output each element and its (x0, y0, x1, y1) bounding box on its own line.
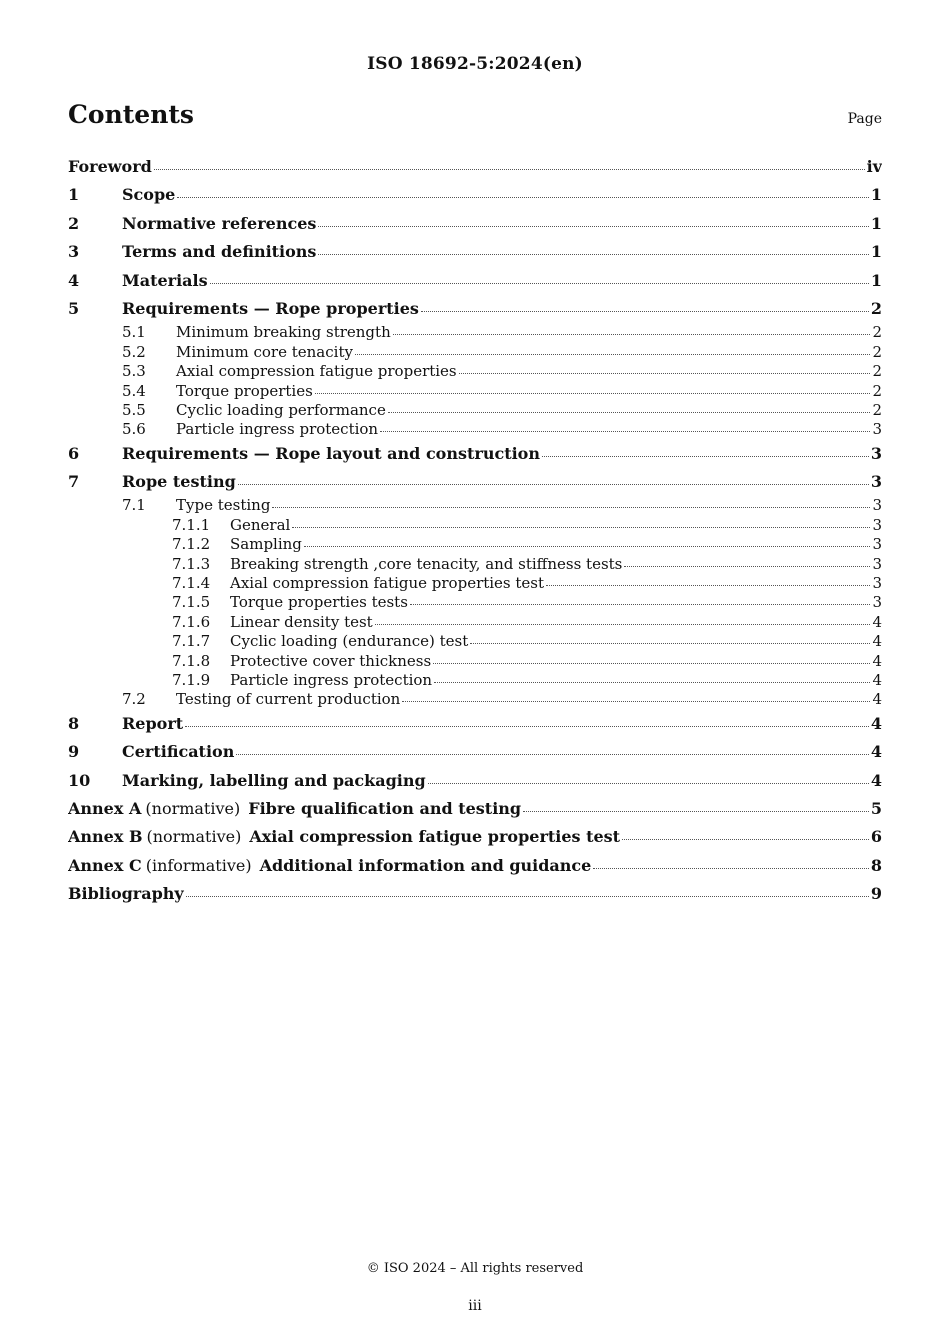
toc-number: 7.1.6 (172, 612, 211, 631)
toc-entry-6[interactable] (68, 440, 882, 468)
toc-page: 1 (870, 185, 882, 205)
page-number: iii (468, 1298, 482, 1314)
toc-number: 4 (68, 270, 80, 290)
toc-entry-7[interactable] (68, 468, 882, 496)
dot-leader (421, 310, 869, 312)
toc-page: 6 (870, 827, 882, 847)
toc-entry-4[interactable] (68, 267, 882, 295)
toc-page: 4 (870, 742, 882, 762)
toc-title: Additional information and guidance (259, 855, 592, 875)
dot-leader (428, 782, 869, 784)
toc-entry-7-1-1[interactable] (68, 516, 882, 535)
dot-leader (186, 895, 869, 897)
toc-number: 1 (68, 185, 80, 205)
toc-title: Marking, labelling and packaging (122, 770, 426, 790)
toc-page: 4 (872, 651, 882, 670)
dot-leader (593, 867, 869, 869)
toc-page: 5 (870, 798, 882, 818)
toc-page: 1 (870, 270, 882, 290)
toc-title: Axial compression fatigue properties test (230, 574, 545, 593)
annex-label: Annex A (68, 798, 142, 818)
dot-leader (434, 681, 870, 683)
toc-entry-annex-c[interactable] (68, 852, 882, 880)
toc-page: 3 (872, 496, 882, 515)
document-id-header: ISO 18692-5:2024(en) (367, 54, 583, 74)
toc-entry-5-5[interactable] (68, 401, 882, 420)
toc-number: 10 (68, 770, 91, 790)
toc-number: 5.4 (122, 381, 146, 400)
toc-entry-7-1-5[interactable] (68, 593, 882, 612)
toc-title: Particle ingress protection (230, 670, 433, 689)
toc-entry-5-6[interactable] (68, 420, 882, 439)
dot-leader (410, 603, 871, 605)
toc-entry-5-2[interactable] (68, 343, 882, 362)
toc-title: Testing of current production (176, 690, 401, 709)
table-of-contents (68, 153, 882, 909)
dot-leader (304, 545, 871, 547)
toc-title: Foreword (68, 157, 152, 176)
toc-title: Materials (122, 270, 208, 290)
dot-leader (459, 372, 871, 374)
dot-leader (546, 584, 870, 586)
toc-number: 7 (68, 472, 80, 492)
toc-title: General (230, 515, 291, 534)
annex-kind: (normative) (146, 827, 242, 847)
toc-entry-1[interactable] (68, 181, 882, 209)
toc-title: Minimum core tenacity (176, 342, 353, 361)
toc-title: Type testing (176, 496, 271, 515)
dot-leader (355, 353, 871, 355)
toc-page: 3 (872, 593, 882, 612)
toc-number: 7.1.8 (172, 651, 211, 670)
dot-leader (542, 455, 869, 457)
annex-kind: (informative) (145, 855, 252, 875)
dot-leader (375, 623, 871, 625)
toc-page: 2 (872, 323, 882, 342)
toc-title: Protective cover thickness (230, 651, 432, 670)
toc-entry-7-2[interactable] (68, 690, 882, 709)
dot-leader (154, 168, 865, 170)
toc-page: 3 (872, 554, 882, 573)
dot-leader (470, 642, 870, 644)
dot-leader (315, 392, 871, 394)
toc-number: 2 (68, 213, 80, 233)
toc-number: 6 (68, 443, 80, 463)
toc-page: 8 (870, 855, 882, 875)
toc-number: 7.1.7 (172, 632, 211, 651)
toc-title: Rope testing (122, 472, 236, 492)
toc-page: 1 (870, 213, 882, 233)
toc-title: Linear density test (230, 612, 373, 631)
toc-page: 3 (870, 472, 882, 492)
toc-number: 7.1.9 (172, 670, 211, 689)
toc-page: iv (866, 157, 882, 176)
toc-title: Cyclic loading performance (176, 400, 386, 419)
annex-kind: (normative) (145, 798, 241, 818)
toc-entry-annex-a[interactable] (68, 795, 882, 823)
toc-entry-7-1-4[interactable] (68, 574, 882, 593)
toc-title: Certification (122, 742, 235, 762)
toc-page: 2 (872, 381, 882, 400)
toc-entry-7-1-3[interactable] (68, 555, 882, 574)
toc-entry-7-1-2[interactable] (68, 535, 882, 554)
toc-page: 2 (872, 342, 882, 361)
toc-title: Report (122, 713, 184, 733)
toc-number: 5.3 (122, 362, 146, 381)
toc-number: 7.1.4 (172, 574, 211, 593)
toc-number: 5.1 (122, 323, 146, 342)
toc-page: 3 (872, 515, 882, 534)
toc-page: 2 (870, 298, 882, 318)
dot-leader (523, 810, 869, 812)
annex-label: Annex B (68, 827, 143, 847)
toc-entry-bibliography[interactable] (68, 880, 882, 908)
toc-entry-7-1-8[interactable] (68, 652, 882, 671)
toc-number: 7.2 (122, 690, 146, 709)
toc-number: 5 (68, 298, 80, 318)
dot-leader (236, 753, 869, 755)
dot-leader (402, 700, 870, 702)
toc-entry-9[interactable] (68, 738, 882, 766)
dot-leader (185, 725, 869, 727)
toc-page: 4 (870, 713, 882, 733)
contents-heading: Contents (68, 100, 195, 129)
toc-number: 3 (68, 242, 80, 262)
toc-number: 5.5 (122, 400, 146, 419)
toc-title: Torque properties (176, 381, 313, 400)
toc-title: Requirements — Rope layout and construction (122, 443, 540, 463)
toc-number: 7.1.3 (172, 554, 211, 573)
dot-leader (272, 506, 870, 508)
toc-title: Particle ingress protection (176, 420, 379, 439)
toc-page: 3 (870, 443, 882, 463)
toc-title: Requirements — Rope properties (122, 298, 419, 318)
dot-leader (318, 225, 868, 227)
dot-leader (393, 333, 871, 335)
toc-number: 7.1 (122, 496, 146, 515)
page-column-label: Page (847, 111, 882, 127)
toc-entry-foreword[interactable] (68, 153, 882, 181)
toc-number: 7.1.2 (172, 535, 211, 554)
dot-leader (380, 430, 870, 432)
toc-entry-7-1-7[interactable] (68, 632, 882, 651)
dot-leader (318, 253, 868, 255)
toc-title: Normative references (122, 213, 317, 233)
toc-page: 4 (870, 770, 882, 790)
toc-entry-10[interactable] (68, 767, 882, 795)
toc-title: Fibre qualification and testing (248, 798, 522, 818)
toc-title: Axial compression fatigue properties (176, 362, 457, 381)
toc-page: 2 (872, 400, 882, 419)
toc-entry-annex-b[interactable] (68, 823, 882, 851)
toc-number: 9 (68, 742, 80, 762)
dot-leader (622, 838, 869, 840)
toc-entry-2[interactable] (68, 210, 882, 238)
toc-title: Bibliography (68, 884, 184, 904)
toc-entry-5[interactable] (68, 295, 882, 323)
toc-title: Breaking strength ,core tenacity, and stiffness tests (230, 554, 623, 573)
toc-title: Terms and definitions (122, 242, 317, 262)
toc-page: 1 (870, 242, 882, 262)
dot-leader (210, 282, 869, 284)
copyright-footer: © ISO 2024 – All rights reserved (366, 1261, 584, 1276)
toc-number: 5.6 (122, 420, 146, 439)
toc-page: 4 (872, 690, 882, 709)
toc-page: 4 (872, 670, 882, 689)
toc-entry-3[interactable] (68, 238, 882, 266)
toc-page: 3 (872, 574, 882, 593)
toc-title: Axial compression fatigue properties test (249, 827, 621, 847)
dot-leader (238, 483, 869, 485)
toc-entry-8[interactable] (68, 710, 882, 738)
toc-entry-5-1[interactable] (68, 323, 882, 342)
toc-title: Scope (122, 185, 176, 205)
toc-entry-5-4[interactable] (68, 382, 882, 401)
toc-page: 4 (872, 632, 882, 651)
toc-number: 8 (68, 713, 80, 733)
toc-page: 3 (872, 420, 882, 439)
dot-leader (433, 662, 870, 664)
toc-title: Minimum breaking strength (176, 323, 391, 342)
toc-entry-7-1[interactable] (68, 496, 882, 515)
toc-title: Cyclic loading (endurance) test (230, 632, 469, 651)
toc-entry-5-3[interactable] (68, 362, 882, 381)
toc-title: Torque properties tests (230, 593, 408, 612)
toc-entry-7-1-6[interactable] (68, 613, 882, 632)
toc-page: 9 (870, 884, 882, 904)
toc-entry-7-1-9[interactable] (68, 671, 882, 690)
toc-number: 7.1.1 (172, 515, 211, 534)
toc-title: Sampling (230, 535, 302, 554)
dot-leader (624, 565, 870, 567)
toc-page: 3 (872, 535, 882, 554)
toc-number: 5.2 (122, 342, 146, 361)
dot-leader (177, 196, 869, 198)
annex-label: Annex C (68, 855, 142, 875)
dot-leader (292, 526, 870, 528)
toc-number: 7.1.5 (172, 593, 211, 612)
toc-page: 4 (872, 612, 882, 631)
dot-leader (388, 411, 871, 413)
toc-page: 2 (872, 362, 882, 381)
